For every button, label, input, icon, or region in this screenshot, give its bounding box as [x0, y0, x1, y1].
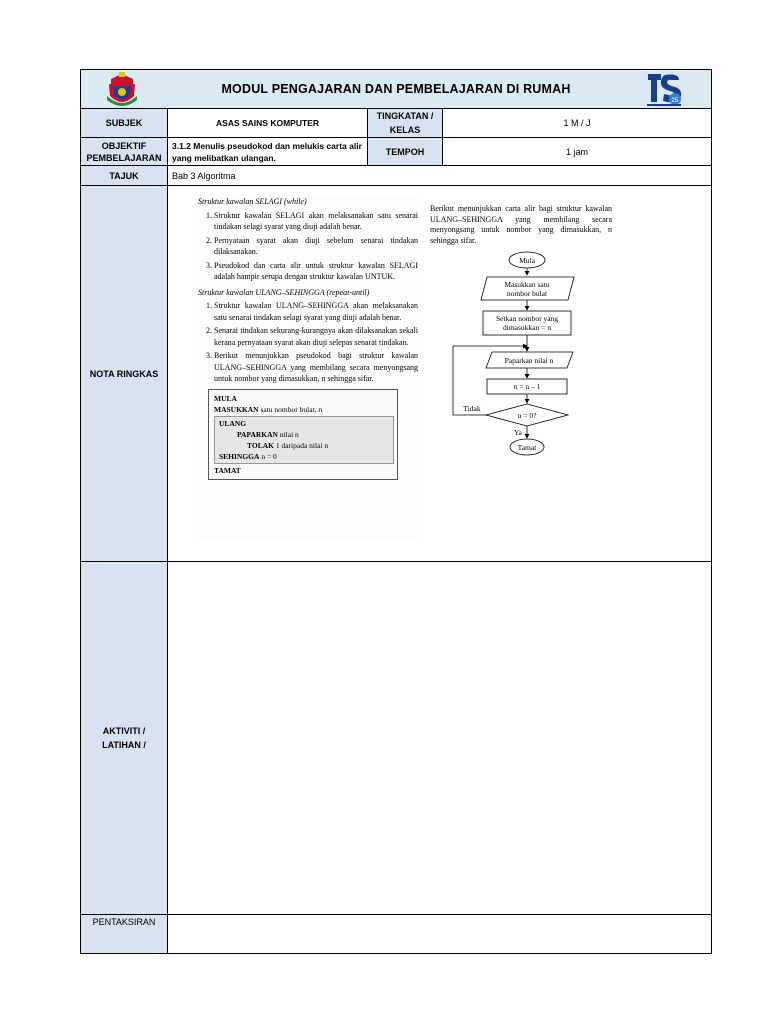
nota-content: [168, 186, 712, 562]
code-line: TAMAT: [214, 465, 241, 475]
selagi-heading: Struktur kawalan SELAGI (while): [198, 197, 307, 206]
code-text: n = 0: [259, 451, 277, 461]
flowchart: [430, 248, 612, 480]
code-keyword: PAPARKAN: [237, 429, 278, 439]
flowchart-intro: Berikut menunjukkan carta alir bagi struktur kawalan ULANG–SEHINGGA yang membilang secara menyongsang untuk nombor yang dimasukkan, n sehingga sifar.: [430, 204, 612, 245]
flow-input-text: Masukkan satu: [504, 280, 550, 289]
aktiviti-label: AKTIVITI / LATIHAN /: [81, 562, 168, 915]
code-line: ULANG: [219, 418, 247, 428]
tajuk-value: Bab 3 Algoritma: [168, 166, 712, 186]
selagi-list: [198, 210, 418, 283]
flow-decrement-text: n = n – 1: [513, 382, 541, 391]
list-item: 2. Pernyataan syarat akan diuji sebelum senarai tindakan dilaksanakan.: [214, 235, 418, 258]
svg-text:25: 25: [671, 98, 679, 104]
flow-start-text: Mula: [519, 256, 535, 265]
code-text: satu nombor bulat, n: [258, 404, 323, 414]
code-text: 1 daripada nilai n: [273, 440, 329, 450]
list-item: 3. Berikut menunjukkan pseudokod bagi struktur kawalan ULANG–SEHINGGA yang membilang secara menyongsang untuk nombor yang dimasukkan, n sehingga sifar.: [214, 350, 418, 385]
subjek-value: ASAS SAINS KOMPUTER: [168, 109, 368, 138]
flow-set-text: Setkan nombor yang: [495, 314, 559, 323]
tajuk-label: TAJUK: [81, 166, 168, 186]
nota-label: NOTA RINGKAS: [81, 186, 168, 562]
list-item: 1. Struktur kawalan SELAGI akan melaksanakan satu senarai tindakan selagi syarat yang diuji adalah benar.: [214, 210, 418, 233]
ulang-heading: Struktur kawalan ULANG–SEHINGGA (repeat-until): [198, 287, 370, 297]
pentaksiran-label: PENTAKSIRAN: [81, 915, 168, 954]
textbook-left-page: [198, 196, 418, 541]
flow-display-text: Paparkan nilai n: [504, 356, 554, 365]
flow-input-text: nombor bulat: [506, 289, 548, 298]
flow-set-text: dimasukkan = n: [503, 323, 551, 332]
objektif-value: 3.1.2 Menulis pseudokod dan melukis carta alir yang melibatkan ulangan.: [168, 138, 368, 166]
module-header: [81, 70, 712, 109]
tempoh-label: TEMPOH: [368, 138, 443, 166]
list-item: 1. Struktur kawalan ULANG–SEHINGGA akan melaksanakan satu senarai tindakan selagi syarat yang diuji adalah benar.: [214, 300, 418, 323]
tingkatan-value: 1 M / J: [443, 109, 712, 138]
code-keyword: TOLAK: [247, 440, 274, 450]
code-keyword: MASUKKAN: [214, 404, 259, 414]
objektif-label: OBJEKTIF PEMBELAJARAN: [81, 138, 168, 166]
list-item: 2. Senarai tindakan sekurang-kurangnya akan dilaksanakan sekali kerana pernyataan syarat akan diuji selepas senarai tindakan.: [214, 325, 418, 348]
tingkatan-label: TINGKATAN / KELAS: [368, 109, 443, 138]
state-crest-icon: [103, 72, 141, 110]
flow-yes-label: Ya: [514, 428, 522, 437]
list-item: 3. Pseudokod dan carta alir untuk struktur kawalan SELAGI adalah hampir serupa dengan struktur kawalan UNTUK.: [214, 260, 418, 283]
school-logo-icon: [645, 71, 685, 110]
flow-end-text: Tamat: [517, 443, 537, 452]
module-title: MODUL PENGAJARAN DAN PEMBELAJARAN DI RUMAH: [221, 82, 571, 96]
pseudocode-loop-block: [214, 416, 394, 464]
pseudocode-box: [208, 389, 398, 480]
code-keyword: SEHINGGA: [219, 451, 260, 461]
flow-condition-text: n = 0?: [517, 411, 537, 420]
ulang-list: [198, 300, 418, 385]
code-line: MULA: [214, 393, 237, 403]
code-text: nilai n: [277, 429, 299, 439]
module-table: [80, 69, 712, 954]
subjek-label: SUBJEK: [81, 109, 168, 138]
module-sheet: [80, 69, 711, 956]
aktiviti-content[interactable]: [168, 562, 712, 915]
textbook-right-page: [430, 204, 612, 484]
flow-no-label: Tidak: [463, 404, 481, 413]
tempoh-value: 1 jam: [443, 138, 712, 166]
pentaksiran-content[interactable]: [168, 915, 712, 954]
